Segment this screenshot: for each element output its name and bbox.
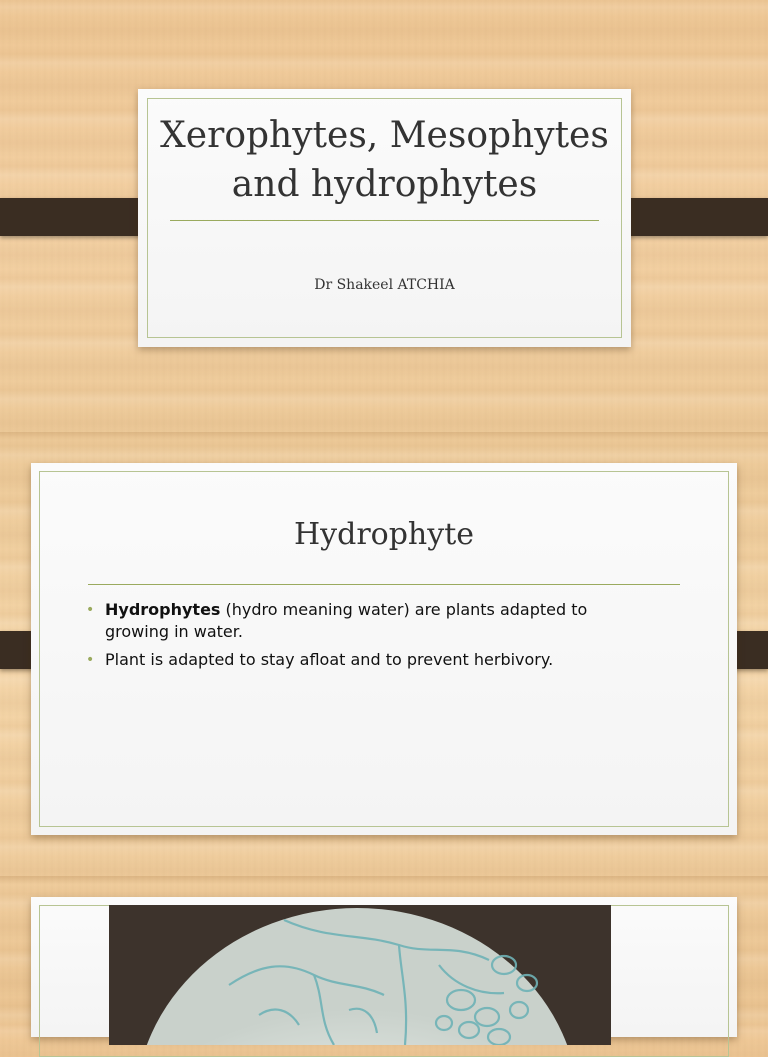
bullet-item	[86, 649, 646, 671]
slide-tab-left	[0, 198, 155, 236]
slide-title: Xerophytes, Mesophytes and hydrophytes	[160, 115, 609, 205]
board-seam	[0, 432, 768, 440]
bullet-item	[86, 599, 646, 643]
bullet-icon: •	[86, 602, 95, 618]
slide-image[interactable]	[31, 897, 737, 1037]
bullet-text: Plant is adapted to stay afloat and to prevent herbivory.	[105, 650, 554, 669]
slide-title-card[interactable]	[138, 89, 631, 347]
board-seam	[0, 876, 768, 884]
microscope-cross-section-photo	[109, 905, 611, 1045]
bullet-term: Hydrophytes	[105, 600, 221, 619]
slide-tab-right	[613, 198, 768, 236]
slide-author: Dr Shakeel ATCHIA	[314, 277, 455, 293]
slide-heading: Hydrophyte	[294, 517, 474, 552]
microscope-image	[109, 905, 611, 1045]
slide-hydrophyte[interactable]	[31, 463, 737, 835]
bullet-icon: •	[86, 652, 95, 668]
heading-divider	[88, 584, 680, 585]
bullet-list	[86, 599, 646, 677]
title-divider	[170, 220, 599, 221]
bullet-text: (hydro meaning water) are plants adapted to growing in water.	[105, 600, 588, 641]
